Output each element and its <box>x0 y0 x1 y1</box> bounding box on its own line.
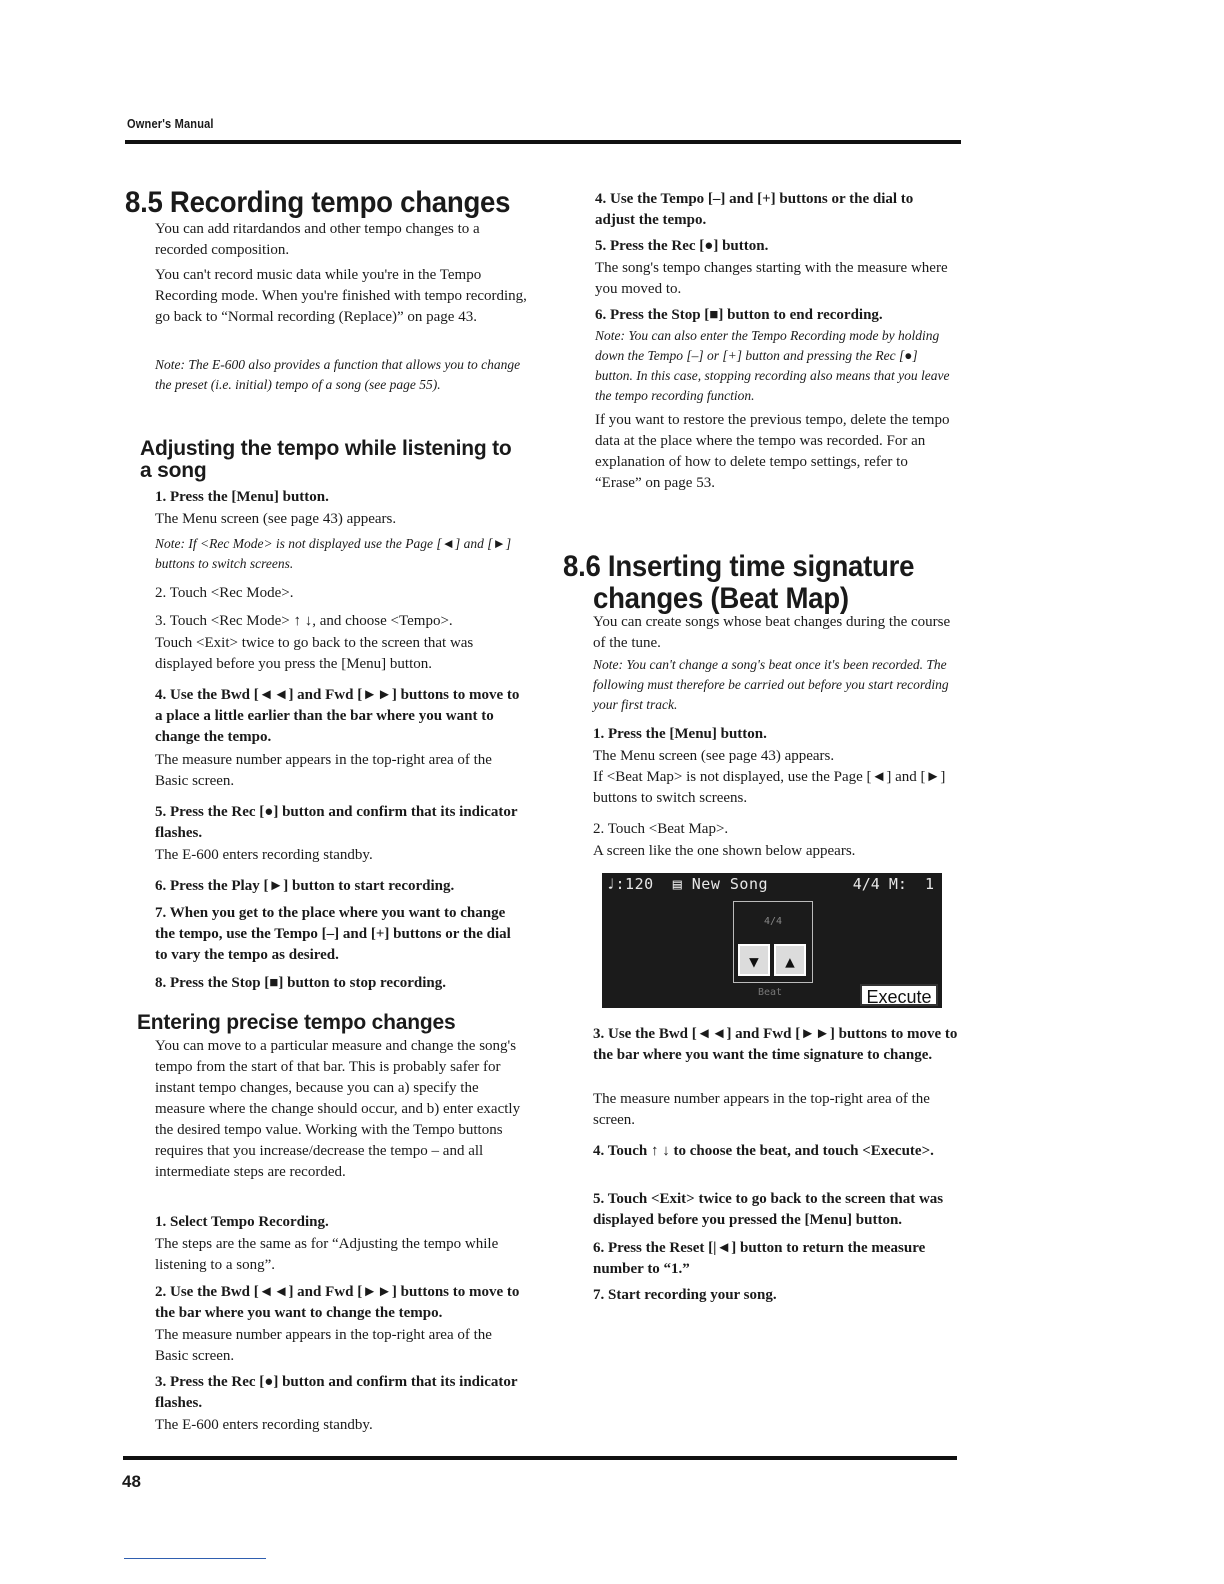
step-1-note: Note: If <Rec Mode> is not displayed use the Page [◄] and [►] buttons to switch screens. <box>155 536 512 571</box>
footer-line <box>124 1558 266 1559</box>
beatmap-step-1-text: The Menu screen (see page 43) appears. <box>593 748 835 764</box>
beatmap-step-1-text2: If <Beat Map> is not displayed, use the Page [◄] and [►] buttons to switch screens. <box>593 769 946 806</box>
footer-rule <box>123 1456 957 1460</box>
beatmap-step-4: 4. Touch ↑ ↓ to choose the beat, and touch <Execute>. <box>593 1143 934 1159</box>
song-name: New Song <box>691 875 769 893</box>
precise-step-2-text: The measure number appears in the top-right area of the Basic screen. <box>155 1327 492 1364</box>
beatmap-step-3-text: The measure number appears in the top-right area of the screen. <box>593 1091 930 1128</box>
beat-selector <box>733 901 813 983</box>
beat-label: Beat <box>758 987 783 998</box>
precise-step-3: 3. Press the Rec [●] button and confirm that its indicator flashes. <box>155 1374 518 1411</box>
step-7-tempo: 7. When you get to the place where you want to change the tempo, use the Tempo [–] and [+] buttons or the dial to vary the tempo as desired. <box>155 905 511 963</box>
beat-down-button[interactable]: ▼ <box>738 944 770 976</box>
precise-step-6-note: Note: You can also enter the Tempo Recording mode by holding down the Tempo [–] or [+] button and pressing the Rec [●] button. In this case, stopping recording also means that you leave the tempo recording function. <box>595 328 950 403</box>
subsection-precise-title: Entering precise tempo changes <box>137 1011 456 1034</box>
beatmap-step-3: 3. Use the Bwd [◄◄] and Fwd [►►] buttons to move to the bar where you want the time signature to change. <box>593 1026 958 1063</box>
sec86-intro: You can create songs whose beat changes during the course of the tune. <box>593 614 951 651</box>
tempo-readout: ♩:120 <box>606 875 654 893</box>
subsection-adjusting-title: Adjusting the tempo while listening to a song <box>140 437 512 482</box>
step-3-choose-tempo: 3. Touch <Rec Mode> ↑ ↓, and choose <Tempo>. <box>155 613 453 629</box>
step-1-text: The Menu screen (see page 43) appears. <box>155 511 397 527</box>
beatmap-step-7: 7. Start recording your song. <box>593 1287 777 1303</box>
precise-step-1: 1. Select Tempo Recording. <box>155 1214 329 1230</box>
song-icon: ▤ <box>672 875 683 893</box>
sec86-note: Note: You can't change a song's beat once it's been recorded. The following must therefore be carried out before you start recording your first track. <box>593 657 949 712</box>
sec85-paragraph: You can't record music data while you're in the Tempo Recording mode. When you're finished with tempo recording, go back to “Normal recording (Replace)” on page 43. <box>155 267 527 325</box>
meter-measure-readout: 4/4 M: 1 <box>852 875 934 893</box>
page-number: 48 <box>122 1472 141 1491</box>
precise-step-3-text: The E-600 enters recording standby. <box>155 1417 373 1433</box>
running-header: Owner's Manual <box>127 116 214 131</box>
sec85-intro: You can add ritardandos and other tempo changes to a recorded composition. <box>155 221 480 258</box>
precise-intro: You can move to a particular measure and change the song's tempo from the start of that bar. This is probably safer for instant tempo changes, because you can a) specify the measure where the change should occur, and b) enter exactly the desired tempo value. Working with the Tempo buttons requires that you increase/decrease the tempo – and all intermediate steps are recorded. <box>155 1038 521 1180</box>
beatmap-step-6: 6. Press the Reset [|◄] button to return the measure number to “1.” <box>593 1240 926 1277</box>
sec85-note: Note: The E-600 also provides a function that allows you to change the preset (i.e. initial) tempo of a song (see page 55). <box>155 357 521 392</box>
precise-step-6: 6. Press the Stop [■] button to end recording. <box>595 307 883 323</box>
beat-map-screen <box>602 873 942 1008</box>
precise-step-5: 5. Press the Rec [●] button. <box>595 238 769 254</box>
precise-step-1-text: The steps are the same as for “Adjusting the tempo while listening to a song”. <box>155 1236 499 1273</box>
precise-step-4: 4. Use the Tempo [–] and [+] buttons or the dial to adjust the tempo. <box>595 191 914 228</box>
step-2-rec-mode: 2. Touch <Rec Mode>. <box>155 585 294 601</box>
step-5-text: The E-600 enters recording standby. <box>155 847 373 863</box>
step-3-text: Touch <Exit> twice to go back to the screen that was displayed before you press the [Menu] button. <box>155 635 474 672</box>
beatmap-step-2-text: A screen like the one shown below appears. <box>593 843 856 859</box>
step-8-stop: 8. Press the Stop [■] button to stop recording. <box>155 975 447 991</box>
beatmap-step-5: 5. Touch <Exit> twice to go back to the screen that was displayed before you pressed the [Menu] button. <box>593 1191 944 1228</box>
beat-up-button[interactable]: ▲ <box>774 944 806 976</box>
step-4-text: The measure number appears in the top-right area of the Basic screen. <box>155 752 492 789</box>
step-4-move: 4. Use the Bwd [◄◄] and Fwd [►►] buttons to move to a place a little earlier than the bar where you want to change the tempo. <box>155 687 520 745</box>
step-1-menu: 1. Press the [Menu] button. <box>155 489 329 505</box>
precise-step-2: 2. Use the Bwd [◄◄] and Fwd [►►] buttons to move to the bar where you want to change the tempo. <box>155 1284 520 1321</box>
section-8-6-title-line2: changes (Beat Map) <box>593 582 849 615</box>
beat-value: 4/4 <box>763 916 783 927</box>
section-8-5-title: 8.5 Recording tempo changes <box>125 186 511 219</box>
precise-outro: If you want to restore the previous tempo, delete the tempo data at the place where the tempo was recorded. For an explanation of how to delete tempo settings, refer to “Erase” on page 53. <box>595 412 950 491</box>
beatmap-step-2: 2. Touch <Beat Map>. <box>593 821 729 837</box>
screen-status-left <box>606 875 768 893</box>
precise-step-5-text: The song's tempo changes starting with the measure where you moved to. <box>595 260 948 297</box>
execute-button[interactable]: Execute <box>860 984 938 1006</box>
step-6-play: 6. Press the Play [►] button to start recording. <box>155 878 455 894</box>
beatmap-step-1: 1. Press the [Menu] button. <box>593 726 767 742</box>
section-8-6-title-line1: 8.6 Inserting time signature <box>563 550 915 583</box>
step-5-rec: 5. Press the Rec [●] button and confirm that its indicator flashes. <box>155 804 518 841</box>
header-rule <box>125 140 961 144</box>
